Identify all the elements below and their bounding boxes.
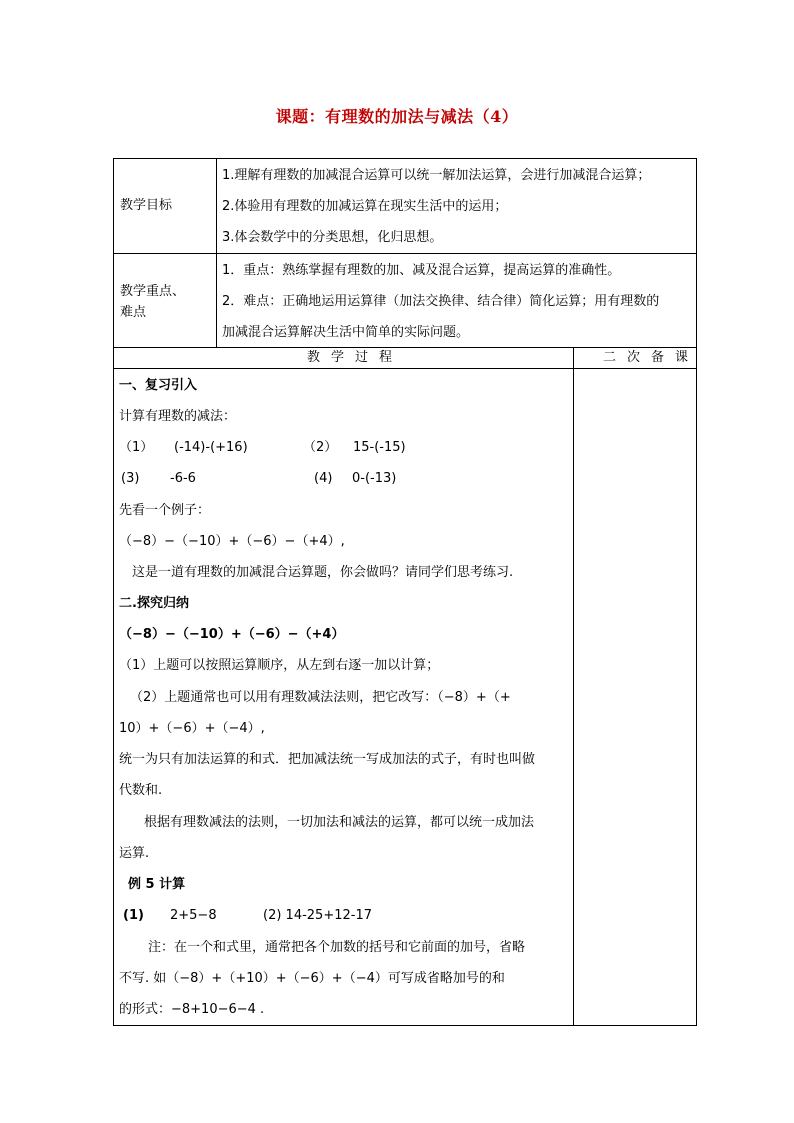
- keypoint-line: 1．重点：熟练掌握有理数的加、减及混合运算，提高运算的准确性。: [222, 263, 621, 278]
- table-border-right: [696, 158, 697, 1026]
- math-expression: （−8）−（−10）+（−6）−（+4）,: [119, 534, 345, 549]
- paragraph: 10）+（−6）+（−4）,: [119, 721, 265, 736]
- exercise-number: （1）: [119, 440, 154, 455]
- keypoints-label: 教学重点、: [120, 284, 186, 299]
- notes-header: 二次备课: [602, 350, 699, 365]
- page-title: 课题：有理数的加法与减法（4）: [275, 107, 519, 126]
- notes-column-divider: [573, 347, 574, 1026]
- paragraph: 统一为只有加法运算的和式．把加减法统一写成加法的式子，有时也叫做: [119, 752, 536, 767]
- paragraph: 运算.: [119, 846, 150, 861]
- paragraph: 计算有理数的减法：: [119, 409, 237, 424]
- exercise-expression: 2+5−8: [170, 908, 217, 923]
- keypoint-line: 加减混合运算解决生活中简单的实际问题。: [222, 325, 470, 340]
- exercise-expression: (2) 14-25+12-17: [263, 908, 372, 923]
- row-divider-1: [113, 253, 697, 254]
- exercise-expression: (-14)-(+16): [174, 440, 248, 455]
- exercise-number: (4): [314, 471, 333, 486]
- paragraph: 不写. 如（−8）+（+10）+（−6）+（−4）可写成省略加号的和: [119, 971, 505, 986]
- exercise-number: (1): [123, 908, 144, 923]
- row-divider-2: [113, 347, 697, 348]
- objective-item: 3.体会数学中的分类思想，化归思想。: [222, 230, 443, 245]
- table-border-left: [113, 158, 114, 1026]
- process-header: 教学过程: [306, 350, 403, 365]
- objective-item: 1.理解有理数的加减混合运算可以统一解加法运算，会进行加减混合运算；: [222, 168, 651, 183]
- table-border-top: [113, 158, 697, 159]
- keypoints-label: 难点: [120, 305, 147, 320]
- paragraph: 的形式：−8+10−6−4 .: [119, 1002, 265, 1017]
- paragraph: 根据有理数减法的法则，一切加法和减法的运算，都可以统一成加法: [144, 815, 535, 830]
- keypoint-line: 2．难点：正确地运用运算律（加法交换律、结合律）简化运算；用有理数的: [222, 294, 660, 309]
- exercise-number: （2）: [303, 440, 338, 455]
- section-heading: 一、复习引入: [119, 378, 198, 393]
- label-column-divider: [216, 158, 217, 348]
- paragraph: 这是一道有理数的加减混合运算题，你会做吗？请同学们思考练习.: [132, 565, 514, 580]
- section-heading: 二.探究归纳: [119, 596, 189, 611]
- exercise-expression: 15-(-15): [353, 440, 406, 455]
- exercise-number: (3): [121, 471, 140, 486]
- paragraph: 代数和.: [119, 783, 163, 798]
- objectives-label: 教学目标: [120, 198, 173, 213]
- paragraph: 先看一个例子：: [119, 503, 211, 518]
- paragraph: （1）上题可以按照运算顺序，从左到右逐一加以计算；: [119, 658, 440, 673]
- table-border-bottom: [113, 1025, 697, 1026]
- paragraph: （2）上题通常也可以用有理数减法法则，把它改写：（−8）+（+: [130, 690, 511, 705]
- example-heading: 例 5 计算: [128, 877, 186, 892]
- row-divider-3: [113, 368, 697, 369]
- exercise-expression: -6-6: [170, 471, 196, 486]
- exercise-expression: 0-(-13): [352, 471, 397, 486]
- paragraph: 注：在一个和式里，通常把各个加数的括号和它前面的加号，省略: [148, 940, 526, 955]
- objective-item: 2.体验用有理数的加减运算在现实生活中的运用；: [222, 199, 508, 214]
- math-expression: （−8）−（−10）+（−6）−（+4）: [119, 627, 345, 642]
